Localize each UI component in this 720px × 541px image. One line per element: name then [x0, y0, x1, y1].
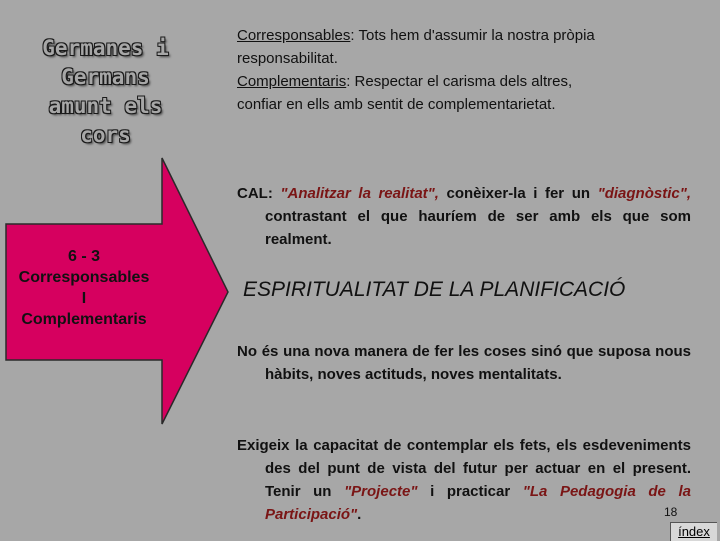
definition-2: [237, 70, 607, 116]
desc-complementaris: : Respectar el carisma dels altres, confiar en ells amb sentit de complementarietat.: [237, 73, 573, 113]
title-line-1: Germanes i: [42, 36, 169, 60]
paragraph-2-highlight-2: "La Pedagogia de la Participació": [265, 483, 691, 523]
index-button[interactable]: índex: [670, 522, 717, 541]
desc-corresponsables: : Tots hem d'assumir la nostra pròpia responsabilitat.: [237, 27, 595, 67]
paragraph-2-end: .: [357, 506, 362, 523]
paragraph-1-text: No és una nova manera de fer les coses sinó que suposa nous hàbits, noves actituds, noves mentalitats.: [237, 343, 691, 383]
cal-middle: conèixer-la i fer un: [438, 185, 598, 202]
arrow-shape: [0, 150, 230, 540]
arrow-label: [6, 246, 162, 330]
spirituality-heading: ESPIRITUALITAT DE LA PLANIFICACIÓ: [243, 278, 626, 301]
paragraph-2-text: Exigeix la capacitat de contemplar els fets, els esdeveniments des del punt de vista del futur per actuar en el present. Tenir un: [237, 437, 691, 500]
definition-1: [237, 24, 607, 70]
arrow-line-2: I: [81, 290, 87, 307]
arrow-line-1: Corresponsables: [18, 269, 150, 286]
arrow-line-3: Complementaris: [21, 311, 147, 328]
cal-paragraph: [237, 182, 691, 251]
paragraph-2-middle: i practicar: [417, 483, 523, 500]
title-line-2: Germans: [61, 65, 150, 89]
paragraph-1: [237, 340, 691, 386]
cal-highlight-1: "Analitzar la realitat",: [280, 185, 439, 202]
definitions: [237, 24, 607, 116]
term-complementaris: Complementaris: [237, 73, 347, 90]
cal-prefix: CAL:: [237, 185, 281, 202]
cal-highlight-2: "diagnòstic",: [597, 185, 691, 202]
title-line-3: amunt els cors: [48, 94, 163, 147]
arrow-number: 6 - 3: [67, 248, 100, 265]
slide-title: [18, 34, 193, 150]
page-number: 18: [664, 505, 678, 519]
term-corresponsables: Corresponsables: [237, 27, 351, 44]
paragraph-2-highlight-1: "Projecte": [344, 483, 418, 500]
cal-end: contrastant el que hauríem de ser amb els que som realment.: [265, 208, 691, 248]
paragraph-2: [237, 434, 691, 526]
